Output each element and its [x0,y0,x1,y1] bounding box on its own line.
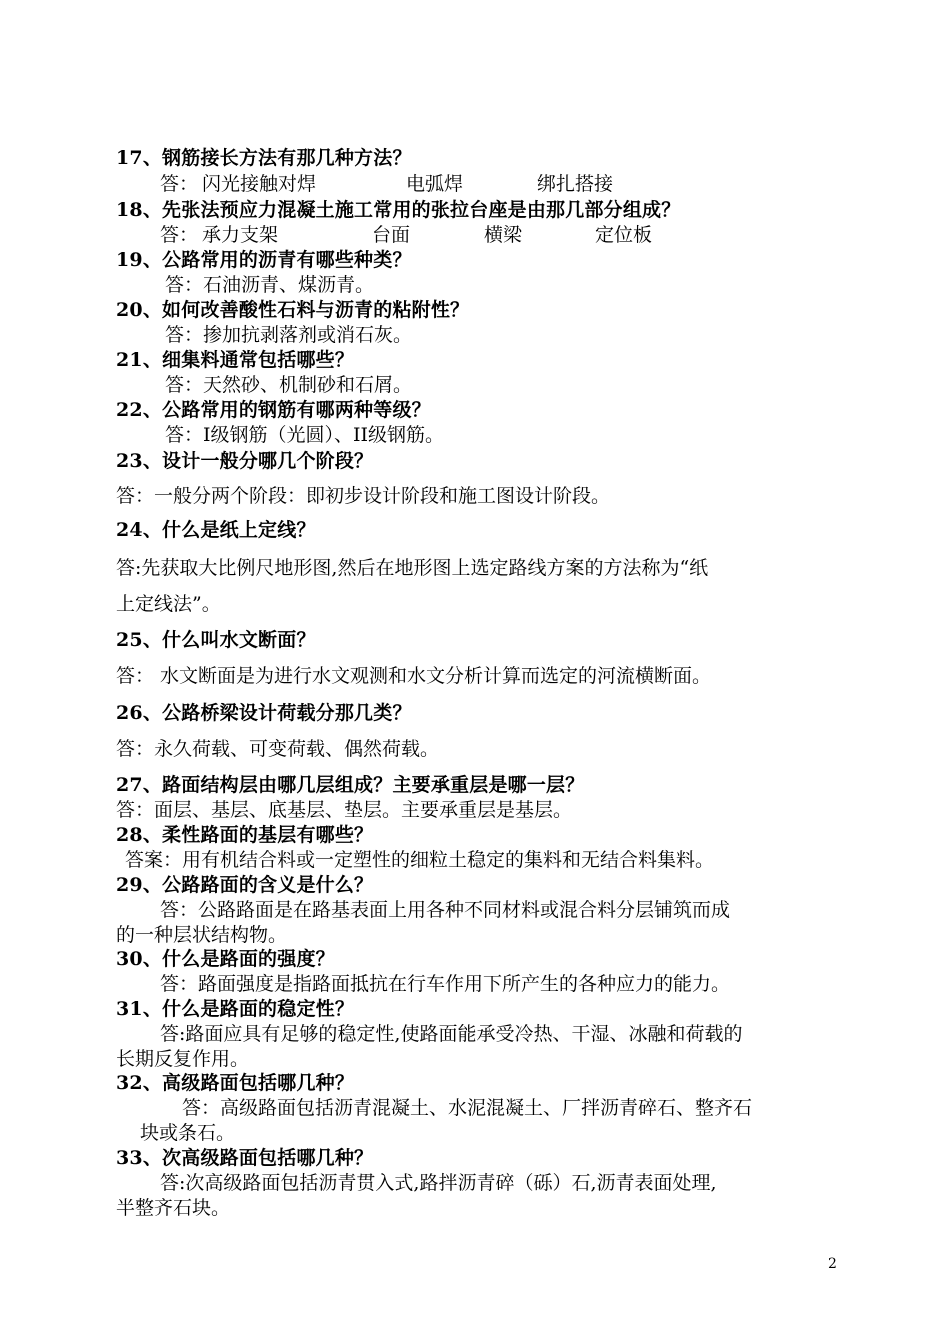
question-32: 32、高级路面包括哪几种？ [116,1072,355,1094]
question-24: 24、什么是纸上定线？ [116,519,316,541]
answer-30: 答：路面强度是指路面抵抗在行车作用下所产生的各种应力的能力。 [160,973,731,995]
question-22: 22、公路常用的钢筋有哪两种等级？ [116,399,431,421]
question-25: 25、什么叫水文断面？ [116,629,316,651]
answer-31-line2: 长期反复作用。 [116,1048,250,1070]
answer-21: 答：天然砂、机制砂和石屑。 [165,374,413,396]
answer-20: 答：掺加抗剥落剂或消石灰。 [165,324,413,346]
answer-32-line2: 块或条石。 [140,1122,236,1144]
question-21: 21、细集料通常包括哪些？ [116,349,355,371]
answer-23: 答：一般分两个阶段：即初步设计阶段和施工图设计阶段。 [116,485,611,507]
question-18: 18、先张法预应力混凝土施工常用的张拉台座是由那几部分组成？ [116,199,681,221]
answer-27: 答：面层、基层、底基层、垫层。主要承重层是基层。 [116,799,573,821]
question-30: 30、什么是路面的强度？ [116,948,335,970]
question-27: 27、路面结构层由哪几层组成？主要承重层是哪一层？ [116,774,585,796]
answer-18-item: 定位板 [595,224,653,246]
answer-33-line2: 半整齐石块。 [116,1197,231,1219]
answer-29-line1: 答：公路路面是在路基表面上用各种不同材料或混合料分层铺筑而成 [160,899,731,921]
answer-18-item: 台面 [372,224,411,246]
question-26: 26、公路桥梁设计荷载分那几类？ [116,702,412,724]
answer-26: 答：永久荷载、可变荷载、偶然荷载。 [116,738,440,760]
page-number: 2 [828,1256,837,1272]
answer-18-item: 横梁 [484,224,523,246]
question-33: 33、次高级路面包括哪几种？ [116,1147,374,1169]
answer-17-item: 绑扎搭接 [537,173,614,195]
answer-17-prefix: 答： [160,173,199,195]
question-17: 17、钢筋接长方法有那几种方法？ [116,147,412,169]
answer-25: 答： 水文断面是为进行水文观测和水文分析计算而选定的河流横断面。 [116,665,712,687]
answer-29-line2: 的一种层状结构物。 [116,924,288,946]
answer-19: 答：石油沥青、煤沥青。 [165,274,375,296]
answer-31-line1: 答:路面应具有足够的稳定性,使路面能承受冷热、干湿、冰融和荷载的 [160,1023,743,1045]
answer-18-item: 承力支架 [202,224,279,246]
question-29: 29、公路路面的含义是什么？ [116,874,374,896]
answer-28: 答案：用有机结合料或一定塑性的细粒土稳定的集料和无结合料集料。 [125,849,715,871]
answer-17-item: 闪光接触对焊 [202,173,317,195]
answer-18-prefix: 答： [160,224,199,246]
answer-18 [0,223,950,247]
answer-17-item: 电弧焊 [406,173,464,195]
answer-33-line1: 答:次高级路面包括沥青贯入式,路拌沥青碎（砾）石,沥青表面处理, [160,1172,717,1194]
question-23: 23、设计一般分哪几个阶段？ [116,450,374,472]
question-31: 31、什么是路面的稳定性？ [116,998,355,1020]
question-28: 28、柔性路面的基层有哪些？ [116,824,374,846]
answer-17 [0,172,950,196]
answer-22: 答：I级钢筋（光圆）、II级钢筋。 [165,424,445,446]
question-19: 19、公路常用的沥青有哪些种类？ [116,249,412,271]
answer-32-line1: 答：高级路面包括沥青混凝土、水泥混凝土、厂拌沥青碎石、整齐石 [182,1097,753,1119]
question-20: 20、如何改善酸性石料与沥青的粘附性？ [116,299,470,321]
answer-24-line2: 上定线法”。 [116,593,221,615]
answer-24-line1: 答:先获取大比例尺地形图,然后在地形图上选定路线方案的方法称为“纸 [116,557,709,579]
